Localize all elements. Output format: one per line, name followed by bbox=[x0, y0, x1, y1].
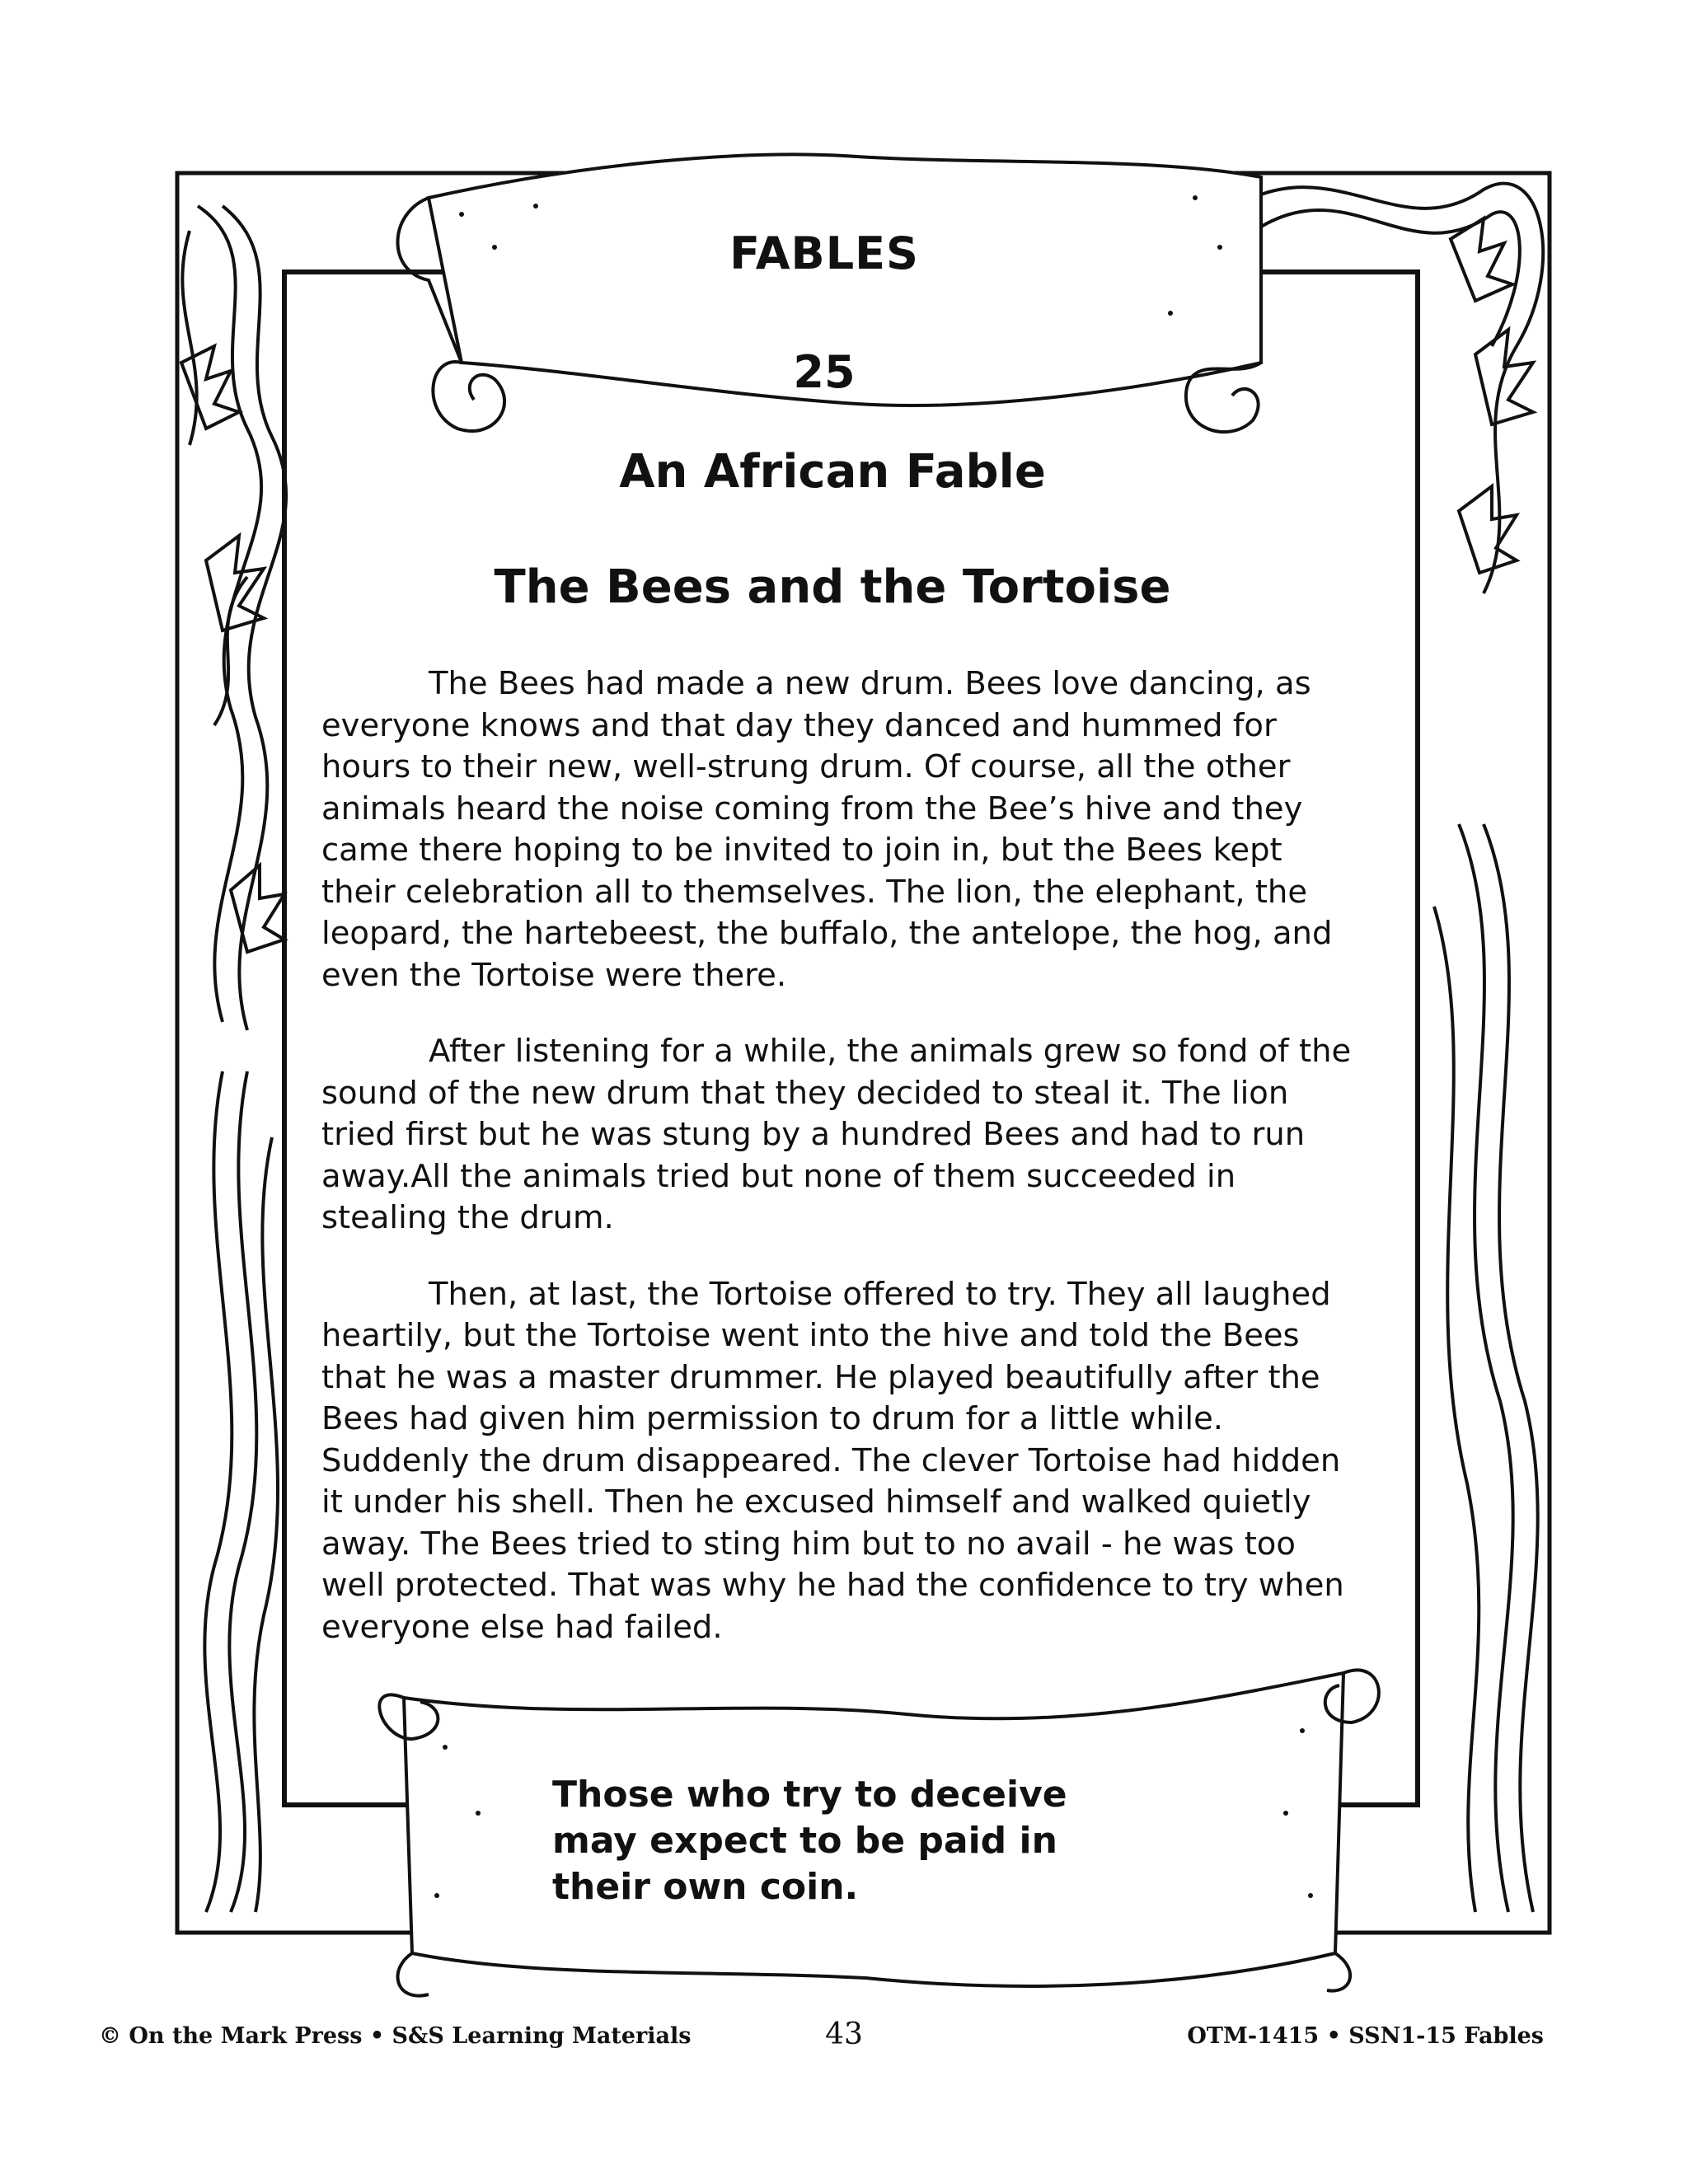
story-paragraph: Then, at last, the Tortoise offered to try. They all laughed heartily, but the Tortoise went into the hive and told the Bees that he was a master drummer. He played beautifully after the Bees had given him permission to drum for a little while. Suddenly the drum disappeared. The clever Tortoise had hidden it under his shell. Then he excused himself and walked quietly away. The Bees tried to sting him but to no avail - he was too well protected. That was why he had the confidence to try when everyone else had failed. bbox=[321, 1275, 1344, 1646]
story-body bbox=[321, 663, 1360, 1683]
fables-banner-title: FABLES bbox=[729, 227, 919, 279]
fable-number: 25 bbox=[793, 346, 856, 398]
story-paragraph: The Bees had made a new drum. Bees love dancing, as everyone knows and that day they danced and hummed for hours to their new, well-strung drum. Of course, all the other animals heard the noise coming from the Bee’s hive and they came there hoping to be invited to join in, but the Bees kept their celebration all to themselves. The lion, the elephant, the leopard, the hartebeest, the buffalo, the antelope, the hog, and even the Tortoise were there. bbox=[321, 665, 1333, 994]
story-paragraph: After listening for a while, the animals grew so fond of the sound of the new drum that they decided to steal it. The lion tried first but he was stung by a hundred Bees and had to run away.All the animals tried but none of them succeeded in stealing the drum. bbox=[321, 1033, 1352, 1236]
footer-product-code: OTM-1415 • SSN1-15 Fables bbox=[1187, 2023, 1544, 2049]
moral-text: Those who try to deceive may expect to be paid in their own coin. bbox=[552, 1774, 1067, 1908]
story-title: The Bees and the Tortoise bbox=[494, 560, 1171, 614]
fable-origin-subtitle: An African Fable bbox=[619, 445, 1046, 499]
page-number: 43 bbox=[825, 2018, 863, 2051]
footer-copyright: © On the Mark Press • S&S Learning Materials bbox=[99, 2023, 692, 2049]
